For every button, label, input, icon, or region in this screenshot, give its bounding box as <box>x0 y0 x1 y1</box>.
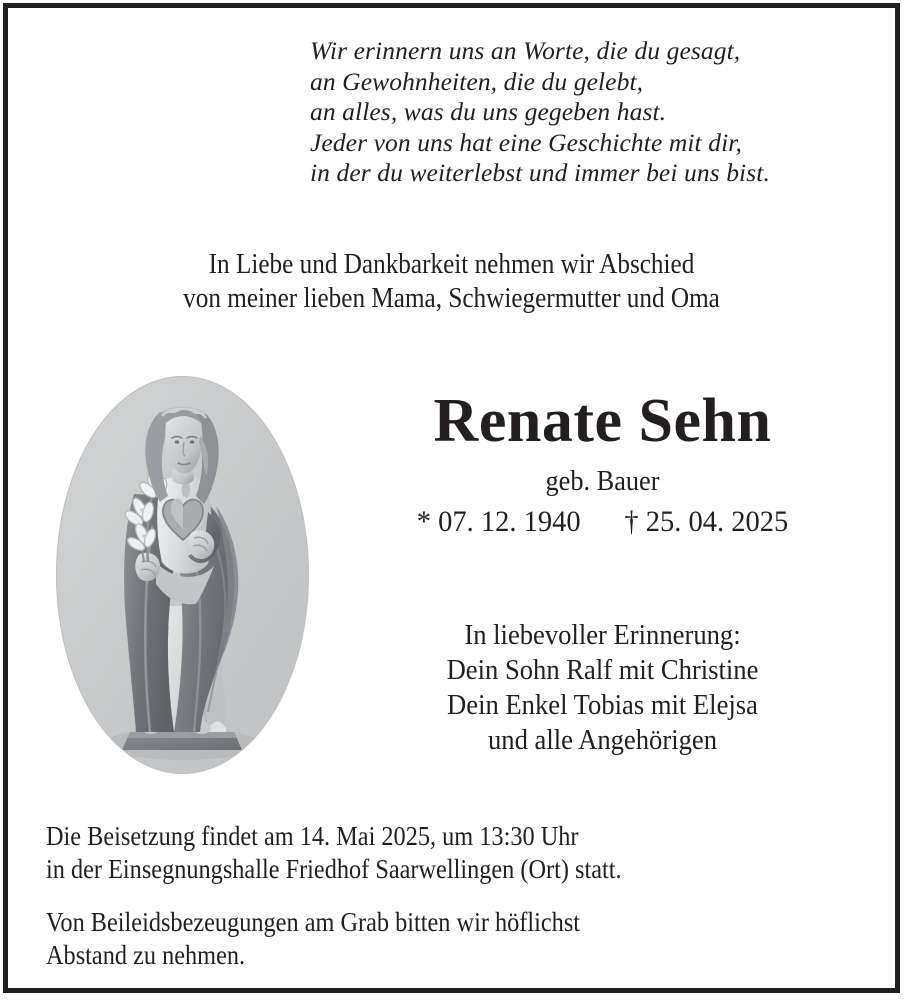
request-line: Abstand zu nehmen. <box>46 940 246 970</box>
statue-oval-inner <box>56 376 309 774</box>
life-dates <box>334 502 871 542</box>
deceased-block <box>320 388 885 542</box>
poem-line: Wir erinnern uns an Worte, die du gesagt, <box>310 36 741 65</box>
obituary-notice <box>3 3 900 993</box>
poem-line: an alles, was du uns gegeben hast. <box>310 97 667 126</box>
farewell-line: von meiner lieben Mama, Schwiegermutter und Oma <box>183 283 720 314</box>
poem-line: Jeder von uns hat eine Geschichte mit dir, <box>310 127 742 157</box>
burial-line: in der Einsegnungshalle Friedhof Saarwellingen (Ort) statt. <box>46 854 622 884</box>
burial-details <box>46 820 866 886</box>
memorial-poem <box>310 36 890 189</box>
request-line: Von Beileidsbezeugungen am Grab bitten wir höflichst <box>46 907 581 937</box>
poem-line: in der du weiterlebst und immer bei uns bist. <box>310 158 770 187</box>
survivor-line: Dein Sohn Ralf mit Christine <box>446 655 759 686</box>
farewell-statement <box>8 248 895 316</box>
maiden-name: geb. Bauer <box>545 466 660 497</box>
virgin-mary-statue-image <box>56 376 309 774</box>
death-date: † 25. 04. 2025 <box>624 505 789 538</box>
memory-heading: In liebevoller Erinnerung: <box>464 620 741 651</box>
burial-line: Die Beisetzung findet am 14. Mai 2025, um 13:30 Uhr <box>46 821 579 851</box>
condolence-request <box>46 906 866 972</box>
deceased-name: Renate Sehn <box>433 387 772 455</box>
survivors-block <box>320 618 885 758</box>
survivor-line: und alle Angehörigen <box>487 725 718 756</box>
poem-line: an Gewohnheiten, die du gelebt, <box>310 66 644 96</box>
birth-date: * 07. 12. 1940 <box>416 505 581 538</box>
farewell-line: In Liebe und Dankbarkeit nehmen wir Abschied <box>208 249 695 280</box>
survivor-line: Dein Enkel Tobias mit Elejsa <box>447 690 758 721</box>
